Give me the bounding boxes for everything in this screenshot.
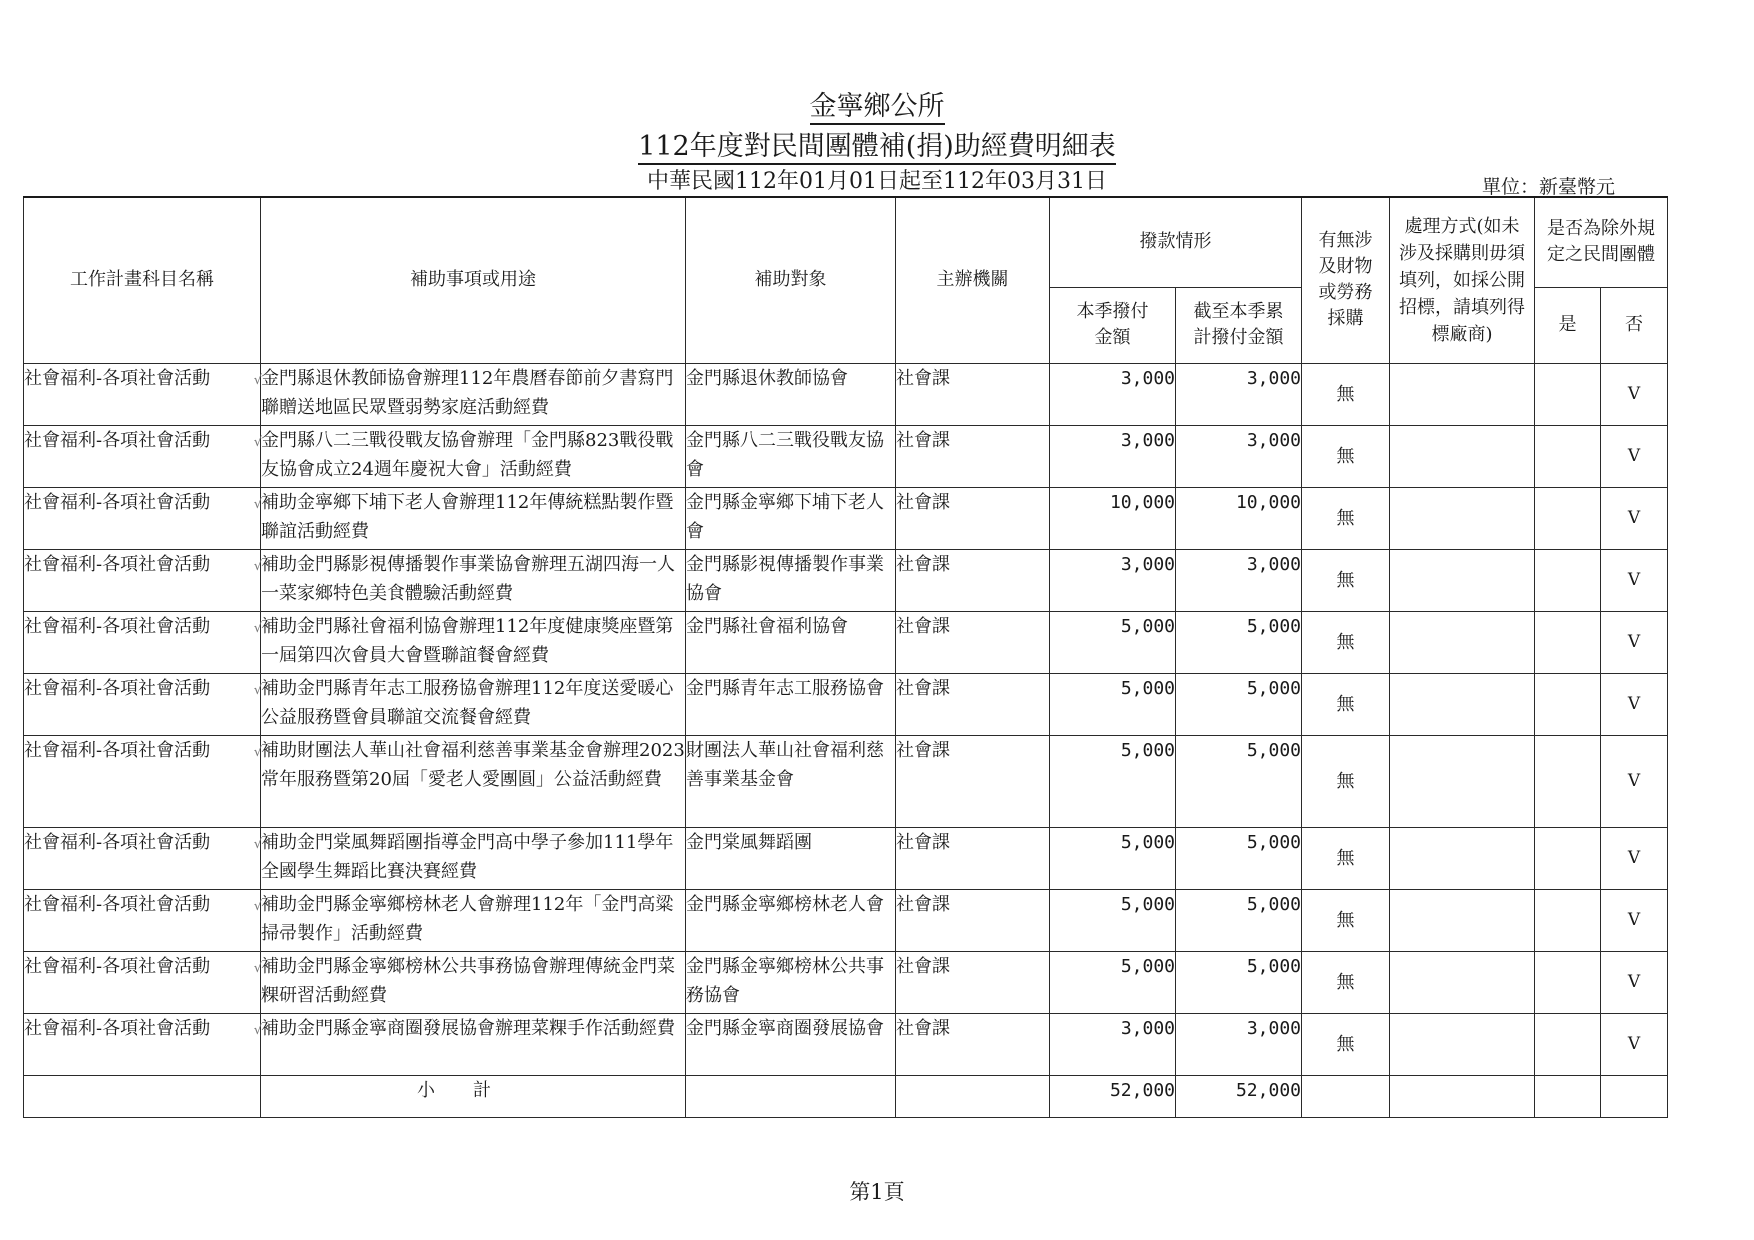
cumulative-amount-cell: 5,000 bbox=[1176, 889, 1302, 951]
plan-cell: 社會福利-各項社會活動 √ bbox=[24, 549, 261, 611]
plan-cell: 社會福利-各項社會活動 √ bbox=[24, 673, 261, 735]
excluded-no-cell: V bbox=[1601, 1013, 1668, 1075]
tick-mark: √ bbox=[253, 558, 262, 574]
document-period: 中華民國112年01月01日起至112年03月31日 bbox=[647, 169, 1107, 194]
target-cell: 金門縣退休教師協會 bbox=[686, 363, 896, 425]
agency-cell: 社會課 bbox=[896, 425, 1050, 487]
header-purpose: 補助事項或用途 bbox=[261, 197, 686, 363]
excluded-no-cell: V bbox=[1601, 363, 1668, 425]
current-amount-cell: 3,000 bbox=[1050, 425, 1176, 487]
table-row bbox=[24, 889, 1668, 951]
tick-mark: √ bbox=[253, 836, 262, 852]
tick-mark: √ bbox=[253, 898, 262, 914]
subtotal-label: 小計 bbox=[261, 1075, 686, 1117]
plan-cell: 社會福利-各項社會活動 √ bbox=[24, 889, 261, 951]
excluded-no-cell: V bbox=[1601, 951, 1668, 1013]
agency-cell: 社會課 bbox=[896, 827, 1050, 889]
subtotal-cumulative: 52,000 bbox=[1176, 1075, 1302, 1117]
excluded-yes-cell bbox=[1535, 673, 1601, 735]
target-cell: 金門縣金寧鄉榜林公共事務協會 bbox=[686, 951, 896, 1013]
header-procurement: 有無涉及財物或勞務採購 bbox=[1302, 197, 1390, 363]
header-yes: 是 bbox=[1535, 287, 1601, 363]
plan-cell: 社會福利-各項社會活動 √ bbox=[24, 735, 261, 827]
purpose-cell: 補助金門縣影視傳播製作事業協會辦理五湖四海一人一菜家鄉特色美食體驗活動經費 bbox=[261, 549, 686, 611]
excluded-no-cell: V bbox=[1601, 549, 1668, 611]
purpose-cell: 補助金門棠風舞蹈團指導金門高中學子參加111學年全國學生舞蹈比賽決賽經費 bbox=[261, 827, 686, 889]
excluded-no-cell: V bbox=[1601, 735, 1668, 827]
document-title: 112年度對民間團體補(捐)助經費明細表 bbox=[0, 124, 1754, 163]
plan-cell: 社會福利-各項社會活動 √ bbox=[24, 425, 261, 487]
agency-cell: 社會課 bbox=[896, 611, 1050, 673]
cumulative-amount-cell: 5,000 bbox=[1176, 611, 1302, 673]
cumulative-amount-cell: 3,000 bbox=[1176, 363, 1302, 425]
excluded-yes-cell bbox=[1535, 889, 1601, 951]
agency-cell: 社會課 bbox=[896, 735, 1050, 827]
current-amount-cell: 3,000 bbox=[1050, 363, 1176, 425]
currency-unit: 單位：新臺幣元 bbox=[1482, 176, 1616, 198]
handling-cell bbox=[1390, 363, 1535, 425]
target-cell: 財團法人華山社會福利慈善事業基金會 bbox=[686, 735, 896, 827]
plan-cell: 社會福利-各項社會活動 √ bbox=[24, 487, 261, 549]
excluded-no-cell: V bbox=[1601, 889, 1668, 951]
excluded-yes-cell bbox=[1535, 487, 1601, 549]
current-amount-cell: 3,000 bbox=[1050, 1013, 1176, 1075]
cumulative-amount-cell: 3,000 bbox=[1176, 549, 1302, 611]
current-amount-cell: 5,000 bbox=[1050, 673, 1176, 735]
agency-cell: 社會課 bbox=[896, 363, 1050, 425]
procurement-cell: 無 bbox=[1302, 487, 1390, 549]
current-amount-cell: 5,000 bbox=[1050, 735, 1176, 827]
document-org: 金寧鄉公所 bbox=[0, 84, 1754, 123]
table-row bbox=[24, 611, 1668, 673]
plan-cell: 社會福利-各項社會活動 √ bbox=[24, 1013, 261, 1075]
handling-cell bbox=[1390, 1013, 1535, 1075]
purpose-cell: 補助金門縣青年志工服務協會辦理112年度送愛暖心公益服務暨會員聯誼交流餐會經費 bbox=[261, 673, 686, 735]
handling-cell bbox=[1390, 549, 1535, 611]
purpose-cell: 補助財團法人華山社會福利慈善事業基金會辦理2023常年服務暨第20屆「愛老人愛團圓」公益活動經費 bbox=[261, 735, 686, 827]
subsidy-table bbox=[23, 196, 1668, 1118]
header-handling: 處理方式(如未涉及採購則毋須填列，如採公開招標，請填列得標廠商) bbox=[1390, 197, 1535, 363]
tick-mark: √ bbox=[253, 496, 262, 512]
handling-cell bbox=[1390, 673, 1535, 735]
tick-mark: √ bbox=[253, 682, 262, 698]
table-row bbox=[24, 673, 1668, 735]
table-row bbox=[24, 951, 1668, 1013]
excluded-yes-cell bbox=[1535, 425, 1601, 487]
subtotal-row bbox=[24, 1075, 1668, 1117]
purpose-cell: 補助金門縣金寧鄉榜林老人會辦理112年「金門高粱掃帚製作」活動經費 bbox=[261, 889, 686, 951]
header-no: 否 bbox=[1601, 287, 1668, 363]
procurement-cell: 無 bbox=[1302, 611, 1390, 673]
target-cell: 金門棠風舞蹈團 bbox=[686, 827, 896, 889]
table-row bbox=[24, 549, 1668, 611]
tick-mark: √ bbox=[253, 1022, 262, 1038]
purpose-cell: 金門縣八二三戰役戰友協會辦理「金門縣823戰役戰友協會成立24週年慶祝大會」活動經費 bbox=[261, 425, 686, 487]
agency-cell: 社會課 bbox=[896, 549, 1050, 611]
plan-cell: 社會福利-各項社會活動 √ bbox=[24, 363, 261, 425]
tick-mark: √ bbox=[253, 372, 262, 388]
purpose-cell: 金門縣退休教師協會辦理112年農曆春節前夕書寫門聯贈送地區民眾暨弱勢家庭活動經費 bbox=[261, 363, 686, 425]
excluded-no-cell: V bbox=[1601, 487, 1668, 549]
cumulative-amount-cell: 10,000 bbox=[1176, 487, 1302, 549]
procurement-cell: 無 bbox=[1302, 1013, 1390, 1075]
cumulative-amount-cell: 5,000 bbox=[1176, 827, 1302, 889]
agency-cell: 社會課 bbox=[896, 889, 1050, 951]
tick-mark: √ bbox=[253, 744, 262, 760]
cumulative-amount-cell: 3,000 bbox=[1176, 425, 1302, 487]
current-amount-cell: 5,000 bbox=[1050, 611, 1176, 673]
header-excluded: 是否為除外規定之民間團體 bbox=[1535, 197, 1668, 287]
plan-cell: 社會福利-各項社會活動 √ bbox=[24, 951, 261, 1013]
procurement-cell: 無 bbox=[1302, 889, 1390, 951]
excluded-yes-cell bbox=[1535, 735, 1601, 827]
handling-cell bbox=[1390, 827, 1535, 889]
excluded-no-cell: V bbox=[1601, 425, 1668, 487]
cumulative-amount-cell: 5,000 bbox=[1176, 735, 1302, 827]
tick-mark: √ bbox=[253, 960, 262, 976]
plan-cell: 社會福利-各項社會活動 √ bbox=[24, 611, 261, 673]
excluded-no-cell: V bbox=[1601, 673, 1668, 735]
table-row bbox=[24, 487, 1668, 549]
target-cell: 金門縣青年志工服務協會 bbox=[686, 673, 896, 735]
excluded-yes-cell bbox=[1535, 549, 1601, 611]
agency-cell: 社會課 bbox=[896, 951, 1050, 1013]
page-number: 第1頁 bbox=[849, 1180, 905, 1204]
current-amount-cell: 5,000 bbox=[1050, 827, 1176, 889]
target-cell: 金門縣社會福利協會 bbox=[686, 611, 896, 673]
procurement-cell: 無 bbox=[1302, 425, 1390, 487]
subtotal-current: 52,000 bbox=[1050, 1075, 1176, 1117]
target-cell: 金門縣八二三戰役戰友協會 bbox=[686, 425, 896, 487]
procurement-cell: 無 bbox=[1302, 735, 1390, 827]
target-cell: 金門縣金寧鄉下埔下老人會 bbox=[686, 487, 896, 549]
header-target: 補助對象 bbox=[686, 197, 896, 363]
table-row bbox=[24, 1013, 1668, 1075]
table-row bbox=[24, 827, 1668, 889]
current-amount-cell: 5,000 bbox=[1050, 951, 1176, 1013]
purpose-cell: 補助金門縣社會福利協會辦理112年度健康獎座暨第一屆第四次會員大會暨聯誼餐會經費 bbox=[261, 611, 686, 673]
procurement-cell: 無 bbox=[1302, 549, 1390, 611]
current-amount-cell: 5,000 bbox=[1050, 889, 1176, 951]
table-row bbox=[24, 735, 1668, 827]
purpose-cell: 補助金門縣金寧商圈發展協會辦理菜粿手作活動經費 bbox=[261, 1013, 686, 1075]
target-cell: 金門縣金寧鄉榜林老人會 bbox=[686, 889, 896, 951]
agency-cell: 社會課 bbox=[896, 1013, 1050, 1075]
cumulative-amount-cell: 5,000 bbox=[1176, 951, 1302, 1013]
tick-mark: √ bbox=[253, 620, 262, 636]
purpose-cell: 補助金寧鄉下埔下老人會辦理112年傳統糕點製作暨聯誼活動經費 bbox=[261, 487, 686, 549]
header-current: 本季撥付金額 bbox=[1050, 287, 1176, 363]
excluded-yes-cell bbox=[1535, 1013, 1601, 1075]
cumulative-amount-cell: 5,000 bbox=[1176, 673, 1302, 735]
plan-cell: 社會福利-各項社會活動 √ bbox=[24, 827, 261, 889]
handling-cell bbox=[1390, 425, 1535, 487]
excluded-yes-cell bbox=[1535, 363, 1601, 425]
procurement-cell: 無 bbox=[1302, 827, 1390, 889]
procurement-cell: 無 bbox=[1302, 363, 1390, 425]
target-cell: 金門縣影視傳播製作事業協會 bbox=[686, 549, 896, 611]
header-agency: 主辦機關 bbox=[896, 197, 1050, 363]
table-row bbox=[24, 425, 1668, 487]
excluded-yes-cell bbox=[1535, 951, 1601, 1013]
header-payment: 撥款情形 bbox=[1050, 197, 1302, 287]
procurement-cell: 無 bbox=[1302, 673, 1390, 735]
agency-cell: 社會課 bbox=[896, 673, 1050, 735]
handling-cell bbox=[1390, 889, 1535, 951]
excluded-yes-cell bbox=[1535, 827, 1601, 889]
target-cell: 金門縣金寧商圈發展協會 bbox=[686, 1013, 896, 1075]
handling-cell bbox=[1390, 611, 1535, 673]
excluded-yes-cell bbox=[1535, 611, 1601, 673]
current-amount-cell: 10,000 bbox=[1050, 487, 1176, 549]
header-cumulative: 截至本季累計撥付金額 bbox=[1176, 287, 1302, 363]
handling-cell bbox=[1390, 951, 1535, 1013]
handling-cell bbox=[1390, 487, 1535, 549]
excluded-no-cell: V bbox=[1601, 827, 1668, 889]
procurement-cell: 無 bbox=[1302, 951, 1390, 1013]
header-plan: 工作計畫科目名稱 bbox=[24, 197, 261, 363]
purpose-cell: 補助金門縣金寧鄉榜林公共事務協會辦理傳統金門菜粿研習活動經費 bbox=[261, 951, 686, 1013]
cumulative-amount-cell: 3,000 bbox=[1176, 1013, 1302, 1075]
excluded-no-cell: V bbox=[1601, 611, 1668, 673]
current-amount-cell: 3,000 bbox=[1050, 549, 1176, 611]
handling-cell bbox=[1390, 735, 1535, 827]
tick-mark: √ bbox=[253, 434, 262, 450]
table-row bbox=[24, 363, 1668, 425]
agency-cell: 社會課 bbox=[896, 487, 1050, 549]
